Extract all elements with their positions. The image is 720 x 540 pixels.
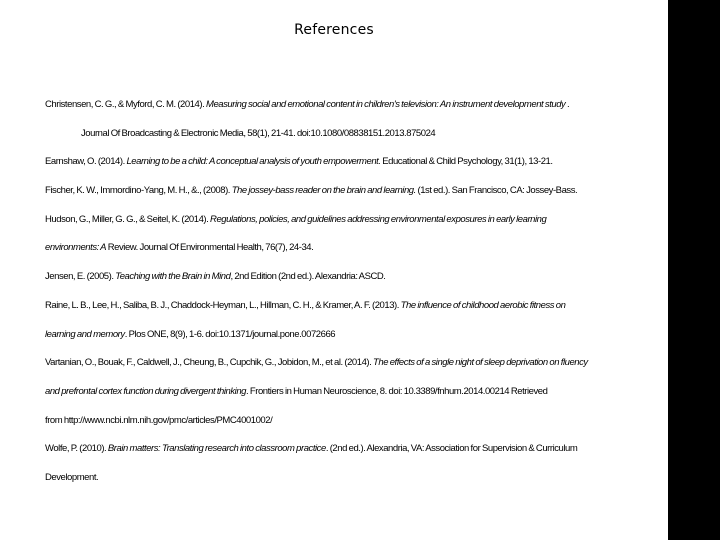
reference-line: Development. (45, 471, 99, 483)
reference-line: learning and memory. Plos ONE, 8(9), 1-6. doi:10.1371/journal.pone.0072666 (45, 328, 336, 340)
slide-title: References (294, 22, 374, 38)
reference-line: environments: A Review. Journal Of Environmental Health, 76(7), 24-34. (45, 242, 314, 254)
reference-list (45, 96, 660, 498)
reference-line: from http://www.ncbi.nlm.nih.gov/pmc/articles/PMC4001002/ (45, 414, 273, 426)
reference-line: Earnshaw, O. (2014). Learning to be a child: A conceptual analysis of youth empowerment. Educational & Child Psychology, 31(1), 13-21. (45, 156, 553, 168)
reference-line: Jensen, E. (2005). Teaching with the Brain in Mind, 2nd Edition (2nd ed.). Alexandria: ASCD. (45, 271, 386, 283)
right-border-bar (668, 0, 720, 540)
reference-line: Christensen, C. G., & Myford, C. M. (2014). Measuring social and emotional content in children's television: An instrument development study . (45, 99, 570, 110)
reference-line: Journal Of Broadcasting & Electronic Media, 58(1), 21-41. doi:10.1080/08838151.2013.875024 (81, 127, 436, 139)
reference-line: Vartanian, O., Bouak, F., Caldwell, J., Cheung, B., Cupchik, G., Jobidon, M., et al. (2014). The effects of a single night of sleep deprivation on fluency (45, 357, 588, 369)
reference-line: Hudson, G., Miller, G. G., & Seitel, K. (2014). Regulations, policies, and guidelines addressing environmental exposures in early learning (45, 213, 547, 225)
reference-line: Raine, L. B., Lee, H., Saliba, B. J., Chaddock-Heyman, L., Hillman, C. H., & Kramer, A. F. (2013). The influence of childhood aerobic fitness on (45, 299, 566, 311)
reference-line: and prefrontal cortex function during divergent thinking. Frontiers in Human Neuroscience, 8. doi: 10.3389/fnhum.2014.00214 Retrieved (45, 385, 548, 397)
reference-line: Wolfe, P. (2010). Brain matters: Translating research into classroom practice. (2nd ed.). Alexandria, VA: Association for Supervision & Curriculum (45, 443, 578, 455)
reference-line: Fischer, K. W., Immordino-Yang, M. H., &., (2008). The jossey-bass reader on the brain and learning. (1st ed.). San Francisco, CA: Jossey-Bass. (45, 185, 578, 197)
